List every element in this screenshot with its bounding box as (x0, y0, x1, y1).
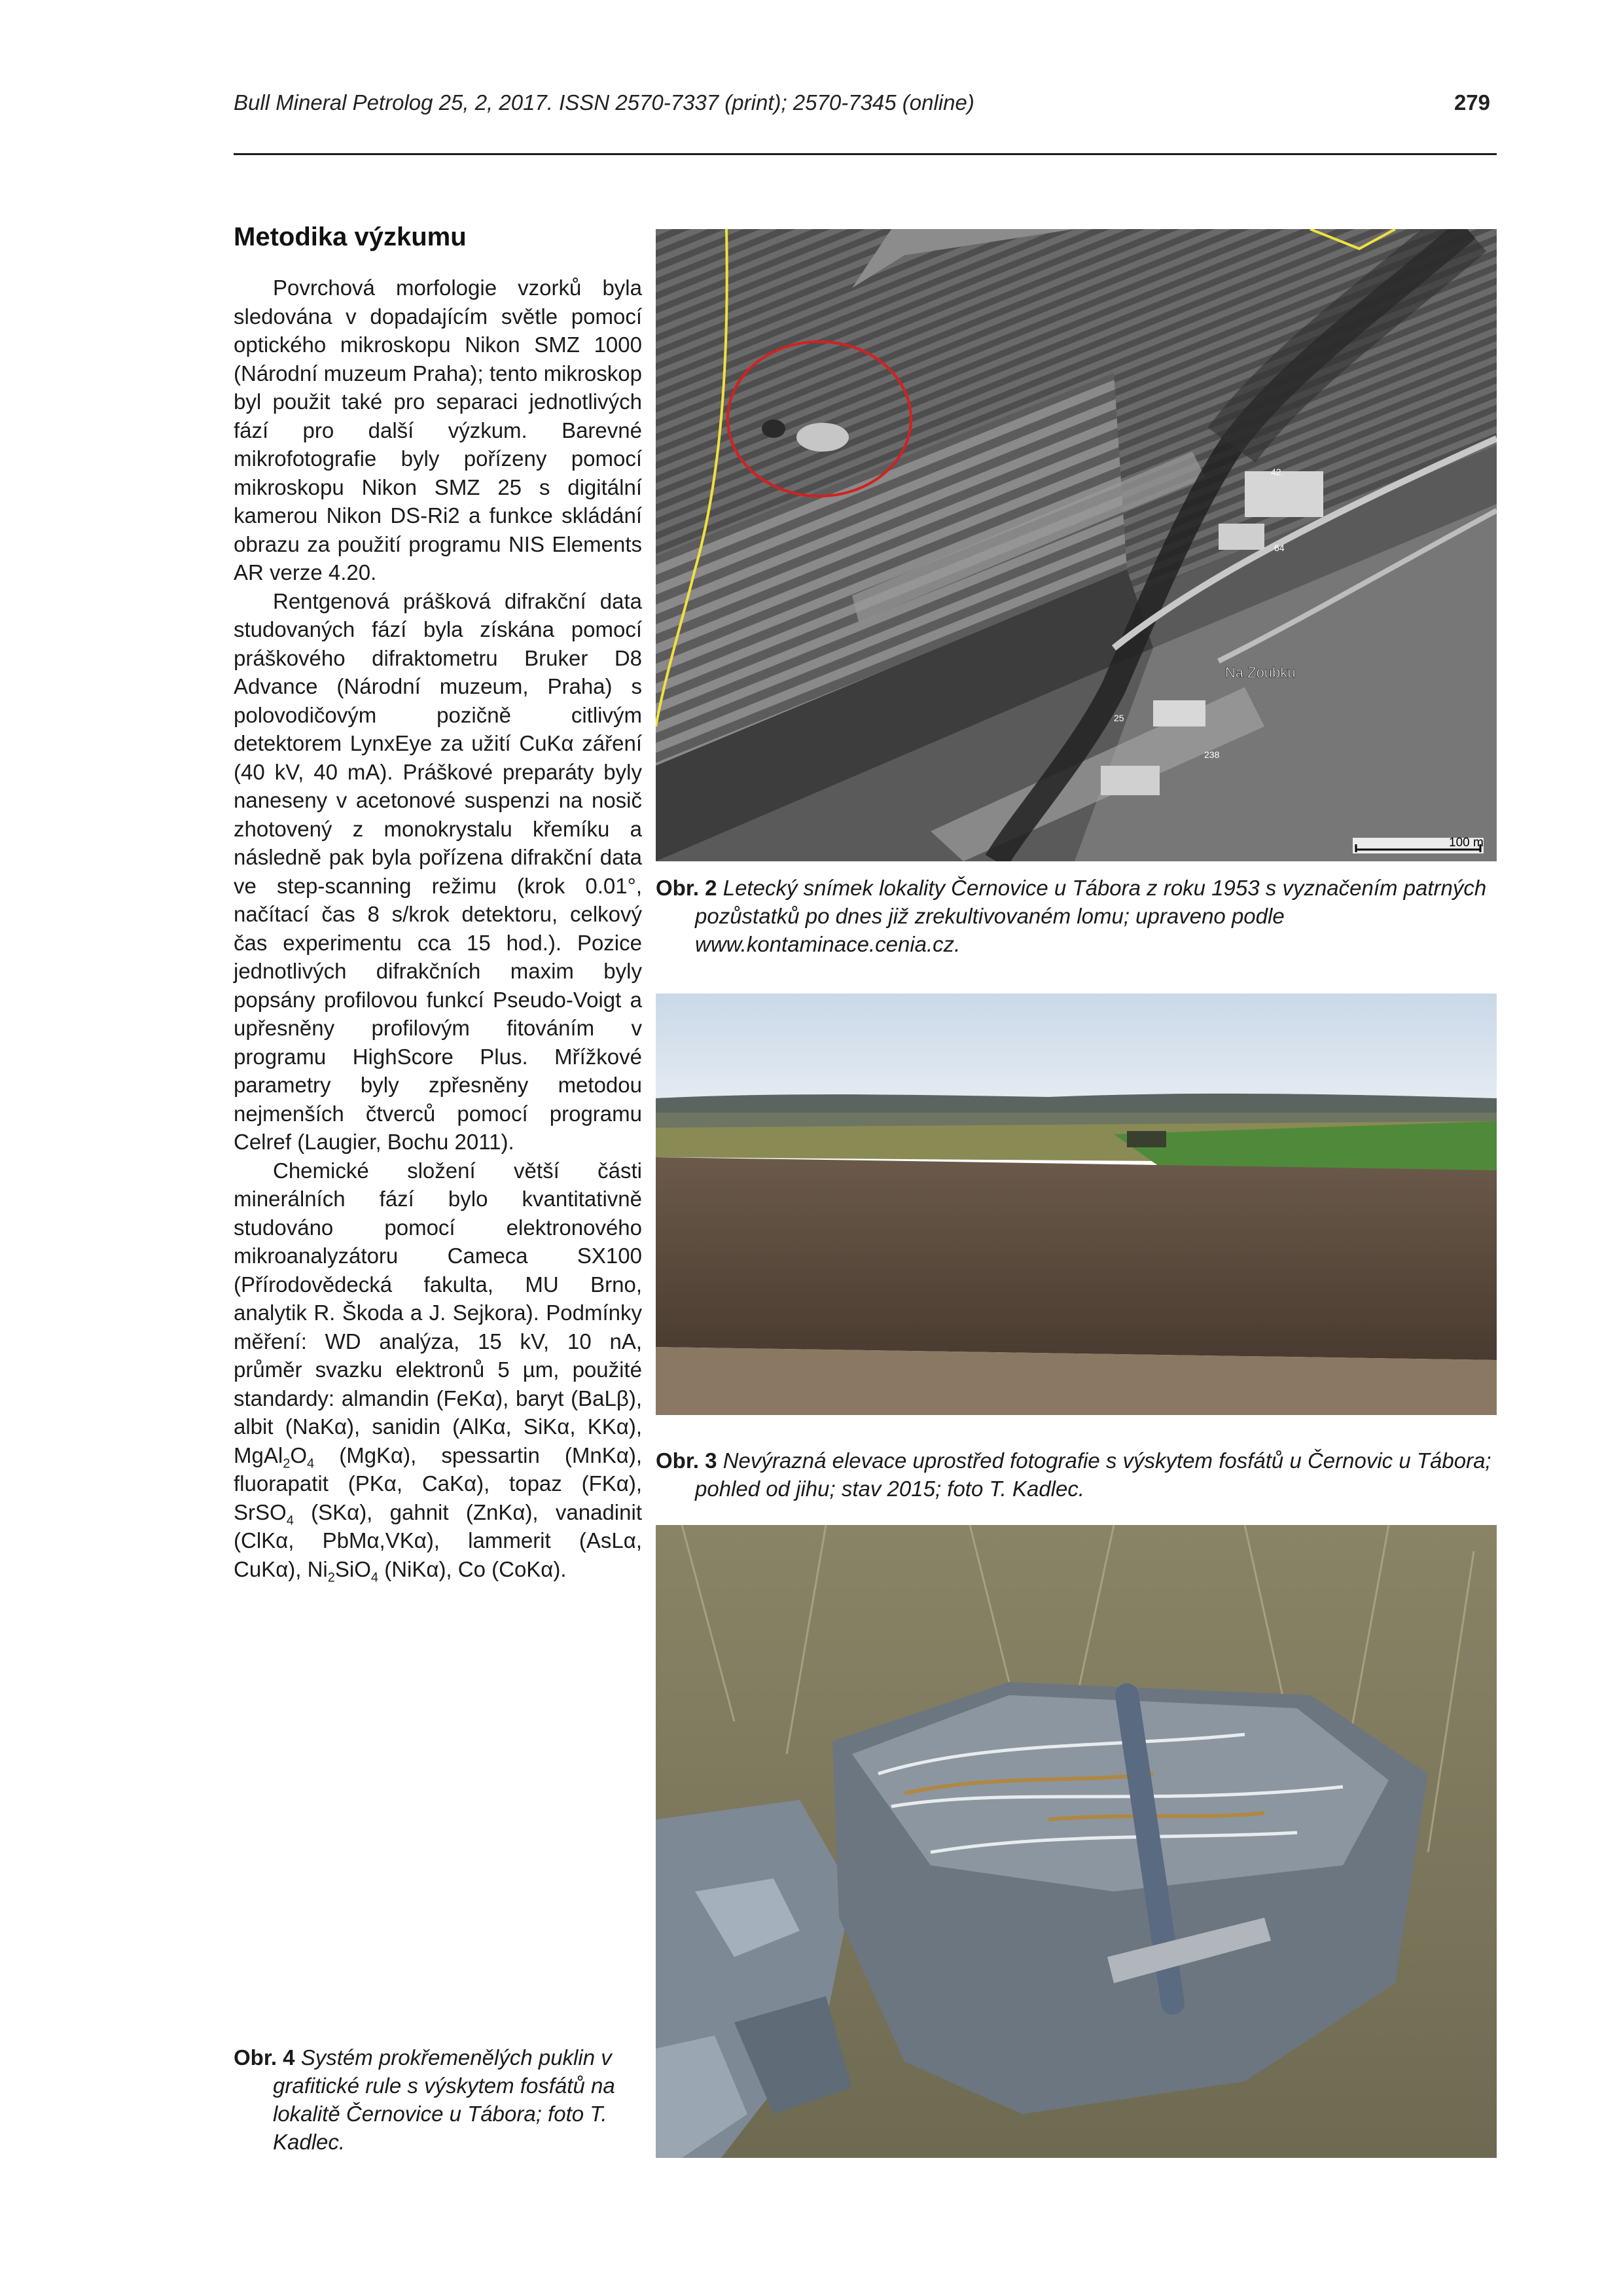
figure-3-landscape-photo (656, 994, 1497, 1415)
paragraph-microscopy: Povrchová morfologie vzorků byla sledována v dopadajícím světle pomocí optického mikroskopu Nikon SMZ 1000 (Národní muzeum Praha); tento mikroskop byl použit také pro separaci jednotlivých fází pro další výzkum. Barevné mikrofotografie byly pořízeny pomocí mikroskopu Nikon SMZ 25 s digitální kamerou Nikon DS-Ri2 a funkce skládání obrazu za použití programu NIS Elements AR verze 4.20. (234, 276, 642, 584)
body-text-column (234, 274, 642, 1583)
header-rule (234, 153, 1497, 155)
figure-4-caption: Obr. 4 Systém prokřemenělých puklin v grafitické rule s výskytem fosfátů na lokalitě Černovice u Tábora; foto T. Kadlec. (234, 2045, 615, 2154)
house-number: 64 (1274, 543, 1285, 553)
paragraph-xrd: Rentgenová prášková difrakční data studovaných fází byla získána pomocí práškového difraktometru Bruker D8 Advance (Národní muzeum, Praha) s polovodičovým pozičně citlivým detektorem LynxEye za užití CuKα záření (40 kV, 40 mA). Práškové preparáty byly naneseny v acetonové suspenzi na nosič zhotovený z monokrystalu křemíku a následně pak byla pořízena difrakční data ve step-scanning režimu (krok 0.01°, načítací čas 8 s/krok detektoru, celkový čas experimentu cca 15 hod.). Pozice jednotlivých difrakčních maxim byly popsány profilovou funkcí Pseudo-Voigt a upřesněny profilovým fitováním v programu HighScore Plus. Mřížkové parametry byly zpřesněny metodou nejmenších čtverců pomocí programu Celref (Laugier, Bochu 2011). (234, 588, 642, 1154)
section-title: Metodika výzkumu (234, 223, 467, 251)
aerial-photo-image (656, 229, 1497, 861)
figure-2-aerial-photo (656, 229, 1497, 861)
landscape-photo-image (656, 994, 1497, 1415)
figure-3-caption: Obr. 3 Nevýrazná elevace uprostřed fotografie s výskytem fosfátů u Černovic u Tábora; pohled od jihu; stav 2015; foto T. Kadlec. (656, 1448, 1491, 1501)
figure-2-caption: Obr. 2 Letecký snímek lokality Černovice u Tábora z roku 1953 s vyznačením patrných pozůstatků po dnes již zrekultivovaném lomu; upraveno podle www.kontaminace.cenia.cz. (656, 876, 1487, 956)
running-header (234, 90, 1497, 123)
house-number: 42 (1271, 467, 1281, 477)
house-number: 25 (1114, 713, 1124, 723)
scale-label: 100 m (1449, 836, 1484, 850)
page-number: 279 (1454, 90, 1490, 115)
journal-citation: Bull Mineral Petrolog 25, 2, 2017. ISSN 2570-7337 (print); 2570-7345 (online) (234, 90, 974, 115)
street-label: Na Zoubku (1225, 664, 1296, 681)
rock-photo-image (656, 1525, 1497, 2158)
figure-4-rock-photo (656, 1525, 1497, 2158)
paragraph-microprobe: Chemické složení větší části minerálních fází bylo kvantitativně studováno pomocí elektronového mikroanalyzátoru Cameca SX100 (Přírodovědecká fakulta, MU Brno, analytik R. Škoda a J. Sejkora). Podmínky měření: WD analýza, 15 kV, 10 nA, průměr svazku elektronů 5 µm, použité standardy: almandin (FeKα), baryt (BaLβ), albit (NaKα), sanidin (AlKα, SiKα, KKα), $MgAl_2O_4$ (MgKα), spessartin (MnKα), fluorapatit (PKα, CaKα), topaz (FKα), SrSO$_4$ (SKα), gahnit (ZnKα), vanadinit (ClKα, PbMα,VKα), lammerit (AsLα, CuKα), $Ni_2SiO_4$ (NiKα), Co (CoKα). (234, 1158, 642, 1585)
house-number: 238 (1204, 749, 1220, 760)
